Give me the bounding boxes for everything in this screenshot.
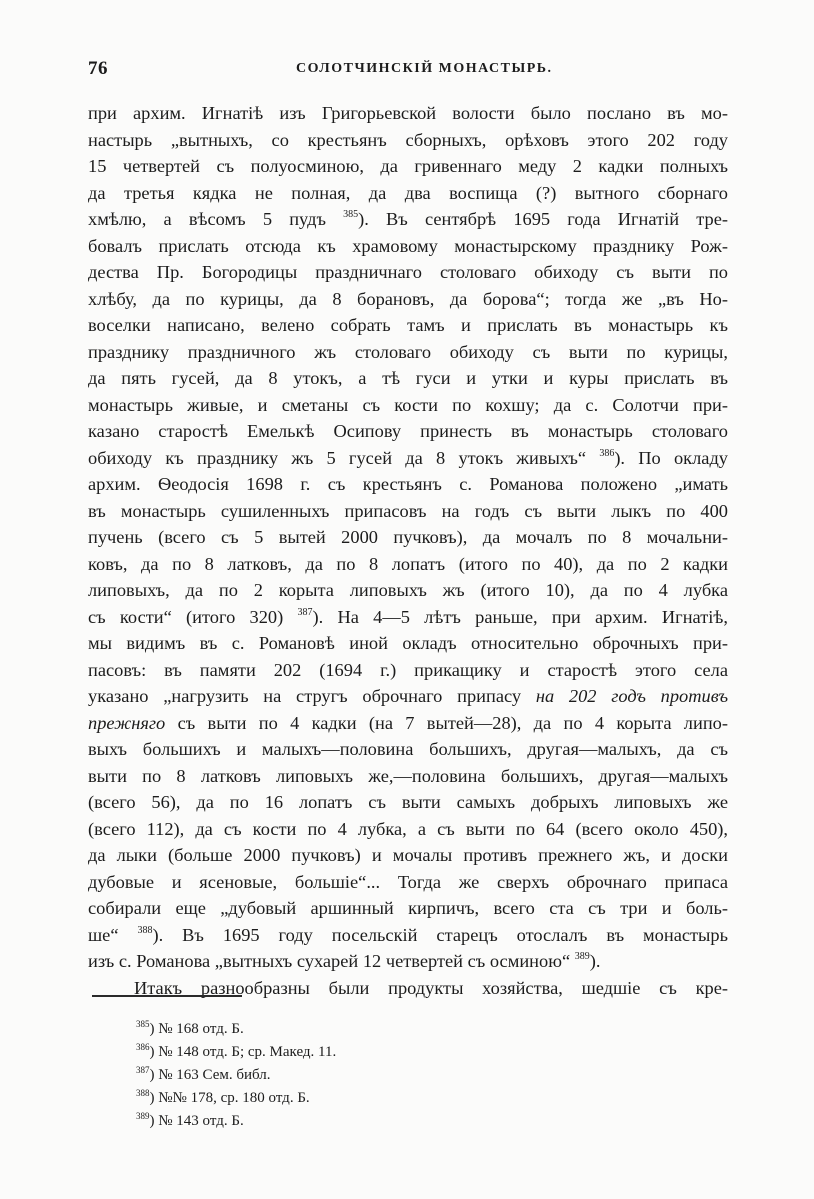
footnote-mark: 385 <box>136 1019 150 1029</box>
text-segment: хмѣлю, а вѣсомъ 5 пудъ <box>88 209 326 229</box>
text-segment: съ кости“ (итого 320) <box>88 606 284 627</box>
text-line: воселки написано, велено собрать тамъ и прислать въ монастырь къ <box>88 315 728 335</box>
footnote <box>136 1087 536 1110</box>
page-header <box>88 58 728 82</box>
text-segment: ). Въ сентябрѣ 1695 года Игнатій тре- <box>358 209 728 229</box>
footnote-text: ) № 148 отд. Б; ср. Макед. 11. <box>149 1044 337 1060</box>
footnote-text: ) №№ 178, ср. 180 отд. Б. <box>149 1090 310 1106</box>
text-line: пасовъ: въ памяти 202 (1694 г.) прикащику и старостѣ этого села <box>88 659 728 680</box>
text-line: выхъ большихъ и малыхъ—половина большихъ, другая—малыхъ, да съ <box>88 739 728 759</box>
text-line <box>88 445 728 472</box>
text-line <box>88 206 728 233</box>
footnote-mark: 386 <box>136 1042 150 1052</box>
text-line: 15 четвертей съ полуосминою, да гривеннаго меду 2 кадки полныхъ <box>88 156 728 176</box>
footnote-mark: 388 <box>136 1088 150 1098</box>
footnote-mark: 389 <box>136 1111 150 1121</box>
text-line: настырь „вытныхъ, со крестьянъ сборныхъ, орѣховъ этого 202 году <box>88 129 728 150</box>
footnote-text: ) № 163 Сем. библ. <box>149 1067 271 1083</box>
footnote-ref: 386 <box>599 447 615 459</box>
text-line: пучень (всего съ 5 вытей 2000 пучковъ), да мочалъ по 8 мочальни- <box>88 527 728 547</box>
paragraph-first-line: Итакъ разнообразны были продукты хозяйства, шедшіе съ кре- <box>134 977 728 998</box>
text-line: да лыки (больше 2000 пучковъ) и мочалы противъ прежнего жъ, и доски <box>88 845 728 865</box>
footnote-mark: 387 <box>136 1065 150 1075</box>
text-line <box>88 710 728 737</box>
footnote <box>136 1041 536 1064</box>
text-line <box>88 604 728 631</box>
text-line: липовыхъ, да по 2 корыта липовыхъ жъ (итого 10), да по 4 лубка <box>88 580 728 600</box>
text-line: въ монастырь сушиленныхъ припасовъ на годъ съ выти лыкъ по 400 <box>88 500 728 521</box>
text-segment: ). По окладу <box>614 447 728 468</box>
text-line: да пять гусей, да 8 утокъ, а тѣ гуси и утки и куры прислать въ <box>88 368 728 388</box>
text-segment: ). Въ 1695 году посельскій старецъ отослалъ въ монастырь <box>152 924 728 945</box>
body-text <box>88 100 728 1001</box>
text-segment: ). <box>589 951 601 971</box>
text-line: празднику праздничного жъ столоваго обиходу съ выти по курицы, <box>88 341 728 362</box>
footnote-text: ) № 143 отд. Б. <box>149 1113 244 1129</box>
text-line: дества Пр. Богородицы праздничнаго столоваго обиходу съ выти по <box>88 262 728 282</box>
text-segment: съ выти по 4 кадки (на 7 вытей—28), да по 4 корыта липо- <box>177 712 728 733</box>
text-line: мы видимъ въ с. Романовѣ иной окладъ относительно оброчныхъ при- <box>88 633 728 653</box>
text-line: бовалъ прислать отсюда къ храмовому монастырскому празднику Рож- <box>88 235 728 256</box>
footnote <box>136 1018 536 1041</box>
text-line: выти по 8 латковъ липовыхъ же,—половина большихъ, другая—малыхъ <box>88 765 728 786</box>
footnote-ref: 385 <box>343 209 359 220</box>
footnote-text: ) № 168 отд. Б. <box>149 1021 244 1037</box>
text-line: ковъ, да по 8 латковъ, да по 8 лопатъ (итого по 40), да по 2 кадки <box>88 553 728 574</box>
text-line: (всего 56), да по 16 лопатъ съ выти самыхъ добрыхъ липовыхъ же <box>88 792 728 812</box>
italic-segment: прежняго <box>88 712 166 733</box>
footnotes <box>136 1018 536 1133</box>
footnote-ref: 388 <box>137 924 153 936</box>
text-line: да третья кядка не полная, да два воспища (?) вытного сборнаго <box>88 182 728 203</box>
text-line: (всего 112), да съ кости по 4 лубка, а съ выти по 64 (всего около 450), <box>88 818 728 839</box>
text-line <box>88 683 728 710</box>
text-segment: указано „нагрузить на стругъ оброчнаго припасу <box>88 686 522 706</box>
running-title: СОЛОТЧИНСКІЙ МОНАСТЫРЬ. <box>296 61 553 76</box>
text-line: казано старостѣ Емелькѣ Осипову принесть въ монастырь столоваго <box>88 421 728 441</box>
text-line: при архим. Игнатіѣ изъ Григорьевской волости было послано въ мо- <box>88 103 728 123</box>
page-number: 76 <box>88 58 108 79</box>
text-segment: ). На 4—5 лѣтъ раньше, при архим. Игнатіѣ, <box>312 606 728 627</box>
text-line: дубовые и ясеновые, большіе“... Тогда же сверхъ оброчнаго припаса <box>88 871 728 892</box>
footnote <box>136 1110 536 1133</box>
text-line: монастырь живые, и сметаны съ кости по кохшу; да с. Солотчи при- <box>88 394 728 415</box>
text-line: собирали еще „дубовый аршинный кирпичъ, всего ста съ три и боль- <box>88 898 728 918</box>
text-segment: ше“ <box>88 924 119 945</box>
text-line: хлѣбу, да по курицы, да 8 борановъ, да борова“; тогда же „въ Но- <box>88 288 728 309</box>
footnote <box>136 1064 536 1087</box>
text-line: архим. Ѳеодосія 1698 г. съ крестьянъ с. Романова положено „имать <box>88 474 728 494</box>
italic-segment: на 202 годъ противъ <box>535 686 728 706</box>
footnote-divider <box>92 995 242 997</box>
text-line <box>88 922 728 949</box>
text-line <box>88 948 728 975</box>
text-segment: обиходу къ празднику жъ 5 гусей да 8 утокъ живыхъ“ <box>88 447 587 468</box>
text-segment: изъ с. Романова „вытныхъ сухарей 12 четвертей съ осминою“ <box>88 951 571 971</box>
footnote-ref: 389 <box>574 951 590 962</box>
footnote-ref: 387 <box>297 606 313 618</box>
